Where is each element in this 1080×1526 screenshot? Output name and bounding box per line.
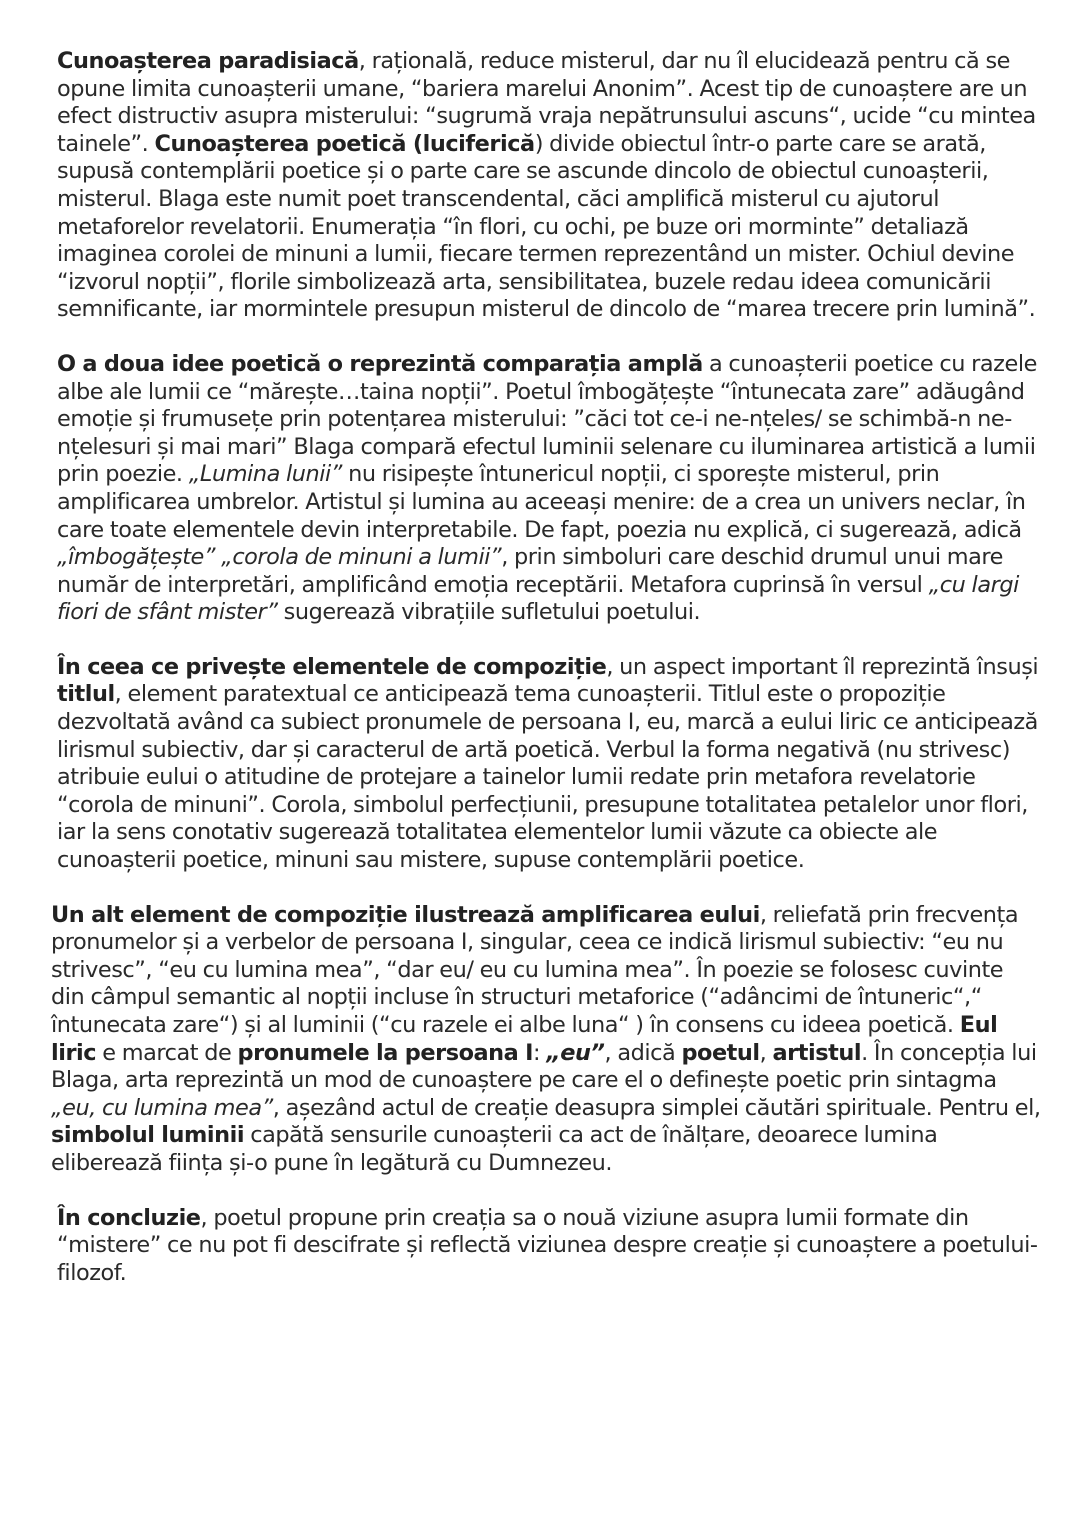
- bold-phrase: artistul: [772, 1039, 862, 1066]
- bold-phrase: O a doua idee poetică o reprezintă comparația amplă: [57, 350, 703, 377]
- bold-phrase: pronumele la persoana I: [237, 1039, 534, 1066]
- bold-phrase: Cunoașterea poetică (luciferică: [154, 130, 535, 157]
- text-run: , poetul propune prin creația sa o nouă viziune asupra lumii formate din “mistere” ce nu pot fi descifrate și reflectă viziunea despre creație și cunoaștere a poetului-filozof.: [57, 1204, 1038, 1286]
- text-run: . În concepția lui Blaga, arta reprezintă un mod de cunoaștere pe care el o definește poetic prin sintagma: [51, 1039, 1037, 1094]
- text-run: , rațională, reduce misterul, dar nu îl elucidează pentru că se opune limita cunoașterii umane, “bariera marelui Anonim”. Acest tip de cunoaștere are un efect distructiv asupra misterului: “sugrumă vraja nepătrunsului ascuns“, ucide “cu mintea tainele”.: [57, 48, 1036, 157]
- paragraph-conclusion: [51, 1205, 1041, 1288]
- italic-quote: „cu largi fiori de sfânt mister”: [57, 571, 1019, 626]
- paragraph-composition-elements: [51, 654, 1041, 875]
- italic-quote: „Lumina lunii”: [188, 461, 342, 488]
- bold-phrase: În ceea ce privește elementele de compoziție: [57, 653, 607, 680]
- text-run: a cunoașterii poetice cu razele albe ale lumii ce “mărește…taina nopții”. Poetul îmbogățește “întunecata zare” adăugând emoție și frumusețe prin potențarea misterului: ”căci tot ce-i ne-nțeles/ se schimbă-n ne-nțelesuri și mai mari” Blaga compară efectul luminii selenare cu iluminarea artistică a lumii prin poezie.: [57, 350, 1037, 488]
- bold-phrase: În concluzie: [57, 1204, 201, 1231]
- document-page: [51, 48, 1041, 1314]
- text-run: , așezând actul de creație deasupra simplei căutări spirituale. Pentru el,: [272, 1094, 1041, 1121]
- bold-phrase: Un alt element de compoziție ilustrează amplificarea eului: [51, 901, 760, 928]
- bold-phrase: Cunoașterea paradisiacă: [57, 48, 359, 74]
- text-run: :: [533, 1039, 547, 1066]
- text-run: , prin simboluri care deschid drumul unui mare număr de interpretări, amplificând emoția receptării. Metafora cuprinsă în versul: [57, 544, 1003, 598]
- italic-quote: „îmbogățește” „corola de minuni a lumii”: [57, 544, 502, 571]
- text-run: e marcat de: [96, 1039, 238, 1066]
- text-run: , un aspect important îl reprezintă însuși: [606, 653, 1039, 680]
- text-run: capătă sensurile cunoașterii ca act de înălțare, deoarece lumina eliberează ființa și-o pune în legătură cu Dumnezeu.: [51, 1122, 938, 1176]
- italic-quote: „eu, cu lumina mea”: [51, 1094, 273, 1121]
- text-run: ) divide obiectul într-o parte care se arată, supusă contemplării poetice și o parte care se ascunde dincolo de obiectul cunoașterii, misterul. Blaga este numit poet transcendental, căci amplifică misterul cu ajutorul metaforelor revelatorii. Enumerația “în flori, cu ochi, pe buze ori morminte” detaliază imaginea corolei de minuni a lumii, fiecare termen reprezentând un mister. Ochiul devine “izvorul nopții”, florile simbolizează arta, sensibilitatea, buzele redau ideea comunicării semnificante, iar mormintele presupun misterul de dincolo de “marea trecere prin lumină”.: [57, 130, 1036, 323]
- text-run: , reliefată prin frecvența pronumelor și a verbelor de persoana I, singular, ceea ce indică lirismul subiectiv: “eu nu strivesc”, “eu cu lumina mea”, “dar eu/ eu cu lumina mea”. În poezie se folosesc cuvinte din câmpul semantic al nopții incluse în structuri metaforice (“adâncimi de întuneric“,“ întunecata zare“) și al luminii (“cu razele ei albe luna“ ) în consens cu ideea poetică.: [51, 901, 1019, 1038]
- paragraph-amplification-of-self: [51, 902, 1041, 1178]
- text-run: , element paratextual ce anticipează tema cunoașterii. Titlul este o propoziție dezvoltată având ca subiect pronumele de persoana I, eu, marcă a eului liric ce anticipează lirismul subiectiv, dar și caracterul de artă poetică. Verbul la forma negativă (nu strivesc) atribuie eului o atitudine de protejare a tainelor lumii redate prin metafora revelatorie “corola de minuni”. Corola, simbolul perfecțiunii, presupune totalitatea petalelor unor flori, iar la sens conotativ sugerează totalitatea elementelor lumii văzute ca obiecte ale cunoașterii poetice, minuni sau mistere, supuse contemplării poetice.: [57, 681, 1038, 874]
- bold-phrase: titlul: [57, 681, 115, 708]
- text-run: ,: [759, 1039, 773, 1066]
- bold-phrase: Eul liric: [51, 1012, 998, 1066]
- text-run: nu risipește întunericul nopții, ci sporește misterul, prin amplificarea umbrelor. Artistul și lumina au aceeași menire: de a crea un univers neclar, în care toate elementele devin interpretabile. De fapt, poezia nu explică, ci sugerează, adică: [57, 461, 1026, 543]
- bold-phrase: poetul: [681, 1039, 760, 1066]
- text-run: , adică: [604, 1039, 682, 1066]
- paragraph-second-poetic-idea: [51, 351, 1041, 627]
- bold-phrase: simbolul luminii: [51, 1122, 245, 1149]
- paragraph-paradisiac-knowledge: [51, 48, 1041, 324]
- text-run: sugerează vibrațiile sufletului poetului.: [277, 599, 701, 626]
- italic-quote: „eu”: [546, 1039, 605, 1066]
- bold-italic-quote: [546, 1040, 604, 1066]
